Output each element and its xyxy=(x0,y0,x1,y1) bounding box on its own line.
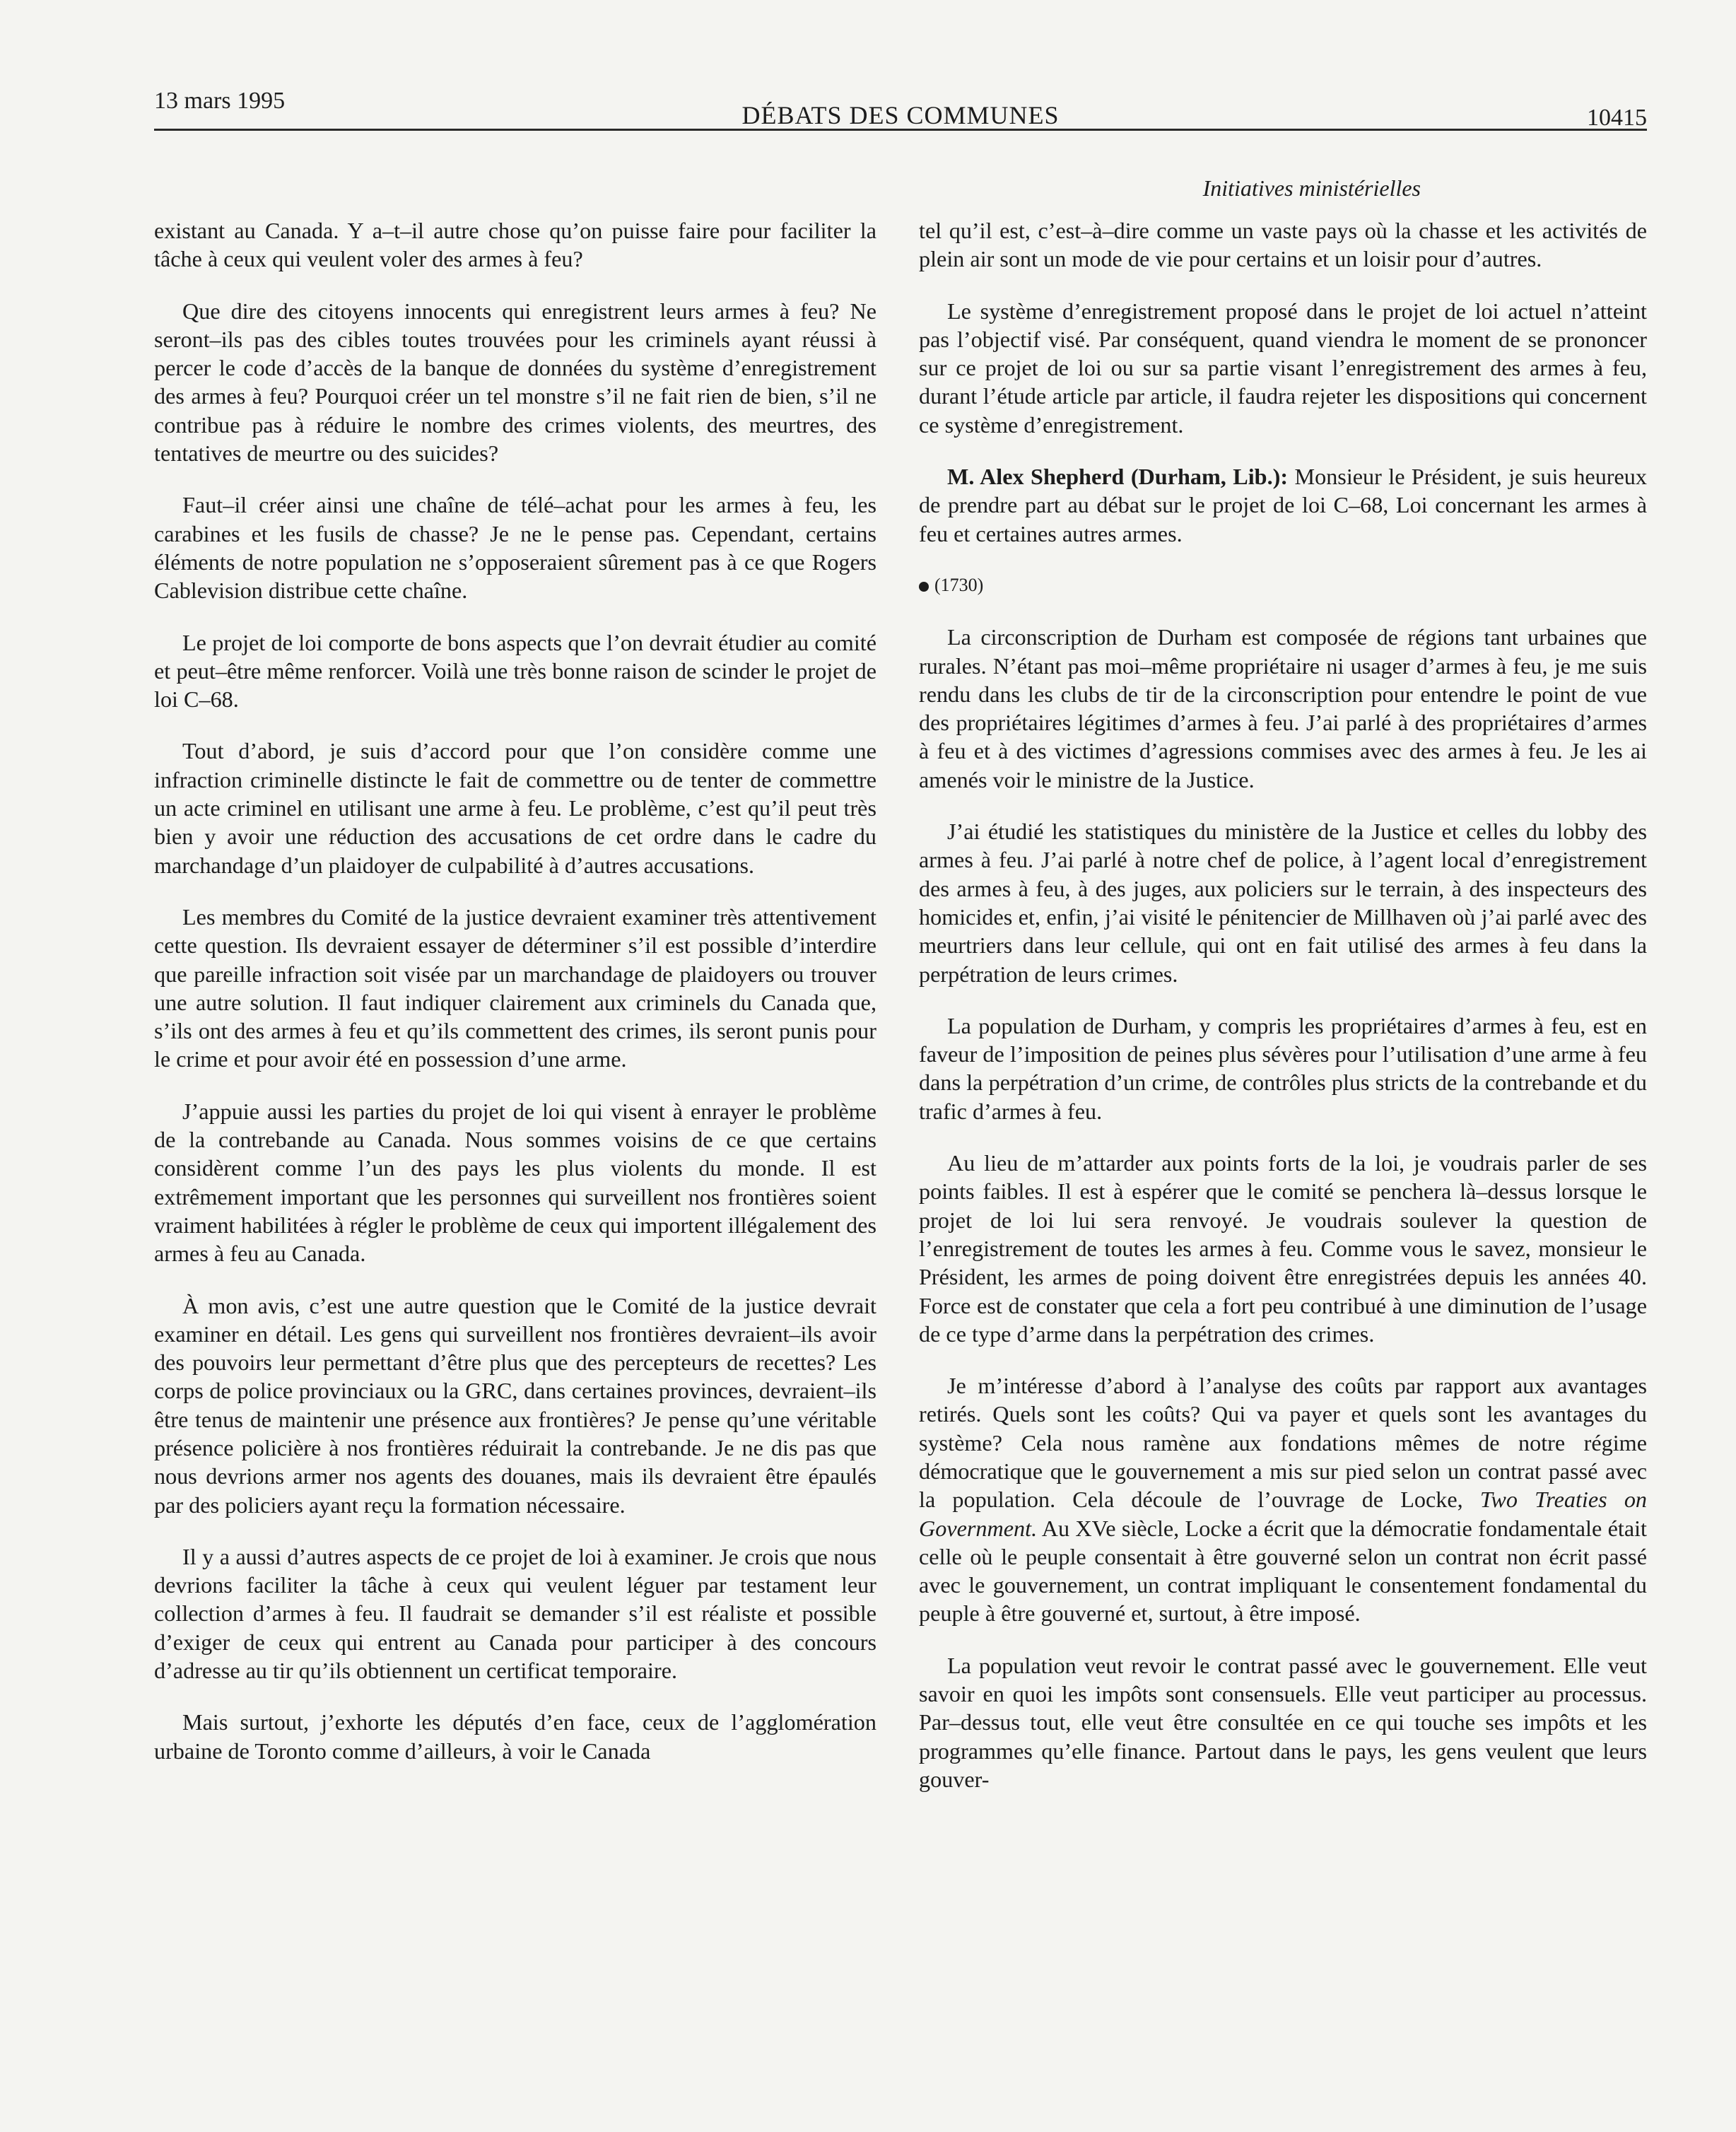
speaker-paragraph xyxy=(919,462,1647,548)
paragraph: À mon avis, c’est une autre question que le Comité de la justice devrait examiner en détail. Les gens qui surveillent nos frontières devraient–ils avoir des pouvoirs leur permettant d’être plus que des percepteurs de recettes? Les corps de police provinciaux ou la GRC, dans certaines provinces, devraient–ils être tenus de maintenir une présence aux frontières? Je pense qu’une véritable présence policière à nos frontières réduirait la contrebande. Je ne dis pas que nous devrions armer nos agents des douanes, mais ils devraient être épaulés par des policiers ayant reçu la formation nécessaire. xyxy=(154,1292,876,1518)
timestamp-text: (1730) xyxy=(934,574,984,595)
paragraph: Il y a aussi d’autres aspects de ce projet de loi à examiner. Je crois que nous devrions faciliter la tâche à ceux qui veulent léguer par testament leur collection d’armes à feu. Il faudrait se demander s’il est réaliste et possible d’exiger de ceux qui entrent au Canada pour participer à des concours d’adresse au tir qu’ils obtiennent un certificat temporaire. xyxy=(154,1543,876,1684)
paragraph: Faut–il créer ainsi une chaîne de télé–achat pour les armes à feu, les carabines et les fusils de chasse? Je ne le pense pas. Cependant, certains éléments de notre population ne s’opposeraient sûrement pas à ce que Rogers Cablevision distribue cette chaîne. xyxy=(154,492,876,604)
left-column xyxy=(154,216,876,1788)
paragraph: Tout d’abord, je suis d’accord pour que l’on considère comme une infraction criminelle distincte le fait de commettre ou de tenter de commettre un acte criminel en utilisant une arme à feu. Le problème, c’est qu’il peut très bien y avoir une réduction des accusations de cet ordre dans le cadre du marchandage d’un plaidoyer de culpabilité à d’autres accusations. xyxy=(154,738,876,878)
paragraph: existant au Canada. Y a–t–il autre chose qu’on puisse faire pour faciliter la tâche à ceux qui veulent voler des armes à feu? xyxy=(154,218,876,272)
section-title: Initiatives ministérielles xyxy=(1202,175,1421,201)
timestamp-marker xyxy=(919,571,1647,599)
paragraph: La population de Durham, y compris les propriétaires d’armes à feu, est en faveur de l’imposition de peines plus sévères pour l’utilisation d’une arme à feu dans la perpétration d’un crime, de contrôles plus stricts de la contrebande et du trafic d’armes à feu. xyxy=(919,1012,1647,1124)
paragraph: La circonscription de Durham est composée de régions tant urbaines que rurales. N’étant pas moi–même propriétaire ni usager d’armes à feu, je me suis rendu dans les clubs de tir de la circonscription pour entendre le point de vue des propriétaires légitimes d’armes à feu. J’ai parlé à des propriétaires d’armes à feu et à des victimes d’agressions commises avec des armes à feu. Je les ai amenés voir le ministre de la Justice. xyxy=(919,624,1647,792)
paragraph: J’ai étudié les statistiques du ministère de la Justice et celles du lobby des armes à feu. J’ai parlé à notre chef de police, à l’agent local d’enregistrement des armes à feu, à des juges, aux policiers sur le terrain, à des inspecteurs des homicides et, enfin, j’ai visité le pénitencier de Millhaven où j’ai parlé avec des meurtriers dans leur cellule, qui ont en fait utilisé des armes à feu dans la perpétration de leurs crimes. xyxy=(919,819,1647,987)
bullet-icon xyxy=(919,582,929,592)
paragraph-text: Je m’intéresse d’abord à l’analyse des coûts par rapport aux avantages retirés. Quels sont les coûts? Qui va payer et quels sont les avantages du système? Cela nous ramène aux fondations mêmes de notre régime démocratique que le gouvernement a mis sur pied selon un contrat passé avec la population. Cela découle de l’ouvrage de Locke, xyxy=(919,1373,1647,1513)
speaker-name: M. Alex Shepherd (Durham, Lib.): xyxy=(947,464,1289,490)
speaker-text: Monsieur le Président, je suis heureux de prendre part au débat sur le projet de loi C–68, Loi concernant les armes à feu et certaines autres armes. xyxy=(919,464,1647,546)
paragraph: La population veut revoir le contrat passé avec le gouvernement. Elle veut savoir en quoi les impôts sont consensuels. Elle veut participer au processus. Par–dessus tout, elle veut être consultée en ce qui touche ses impôts et les programmes qu’elle finance. Partout dans le pays, les gens veulent que leurs gouver- xyxy=(919,1652,1647,1792)
header-title: DÉBATS DES COMMUNES xyxy=(741,101,1060,129)
paragraph: J’appuie aussi les parties du projet de loi qui visent à enrayer le problème de la contrebande au Canada. Nous sommes voisins de ce que certains considèrent comme l’un des pays les plus violents du monde. Il est extrêmement important que les personnes qui surveillent nos frontières soient vraiment habilitées à régler le problème de ceux qui importent illégalement des armes à feu au Canada. xyxy=(154,1098,876,1267)
right-column xyxy=(919,216,1647,1817)
paragraph xyxy=(919,1371,1647,1628)
paragraph: Le système d’enregistrement proposé dans le projet de loi actuel n’atteint pas l’objectif visé. Par conséquent, quand viendra le moment de se prononcer sur ce projet de loi ou sur sa partie visant l’enregistrement des armes à feu, durant l’étude article par article, il faudra rejeter les dispositions qui concernent ce système d’enregistrement. xyxy=(919,298,1647,438)
header-page-number: 10415 xyxy=(1587,105,1647,131)
book-title: Two Treaties on Government. xyxy=(919,1487,1648,1541)
header-date: 13 mars 1995 xyxy=(154,88,286,114)
paragraph: Le projet de loi comporte de bons aspects que l’on devrait étudier au comité et peut–être même renforcer. Voilà une très bonne raison de scinder le projet de loi C–68. xyxy=(154,629,876,713)
paragraph: Mais surtout, j’exhorte les députés d’en face, ceux de l’agglomération urbaine de Toronto comme d’ailleurs, à voir le Canada xyxy=(154,1709,876,1764)
paragraph: Les membres du Comité de la justice devraient examiner très attentivement cette question. Ils devraient essayer de déterminer s’il est possible d’interdire que pareille infraction soit visée par un marchandage de plaidoyers ou trouver une autre solution. Il faut indiquer clairement aux criminels du Canada que, s’ils ont des armes à feu et qu’ils commettent des crimes, ils seront punis pour le crime et pour avoir été en possession d’une arme. xyxy=(154,903,876,1072)
paragraph-text: Au XVe siècle, Locke a écrit que la démocratie fondamentale était celle où le peuple consentait à être gouverné selon un contrat non écrit passé avec le gouvernement, un contrat impliquant le consentement fondamental du peuple à être gouverné et, surtout, à être imposé. xyxy=(919,1515,1647,1627)
paragraph: Que dire des citoyens innocents qui enregistrent leurs armes à feu? Ne seront–ils pas des cibles toutes trouvées pour les criminels ayant réussi à percer le code d’accès de la banque de données du système d’enregistrement des armes à feu? Pourquoi créer un tel monstre s’il ne fait rien de bien, s’il ne contribue pas à réduire le nombre des crimes violents, des meurtres, des tentatives de meurtre ou des suicides? xyxy=(154,298,876,467)
paragraph: tel qu’il est, c’est–à–dire comme un vaste pays où la chasse et les activités de plein air sont un mode de vie pour certains et un loisir pour d’autres. xyxy=(919,218,1647,272)
paragraph: Au lieu de m’attarder aux points forts de la loi, je voudrais parler de ses points faibles. Il est à espérer que le comité se penchera là–dessus lorsque le projet de loi lui sera renvoyé. Je voudrais soulever la question de l’enregistrement de toutes les armes à feu. Comme vous le savez, monsieur le Président, les armes de poing doivent être enregistrées depuis les années 40. Force est de constater que cela a fort peu contribué à une diminution de l’usage de ce type d’arme dans la perpétration des crimes. xyxy=(919,1150,1647,1347)
page-header xyxy=(154,85,1647,131)
